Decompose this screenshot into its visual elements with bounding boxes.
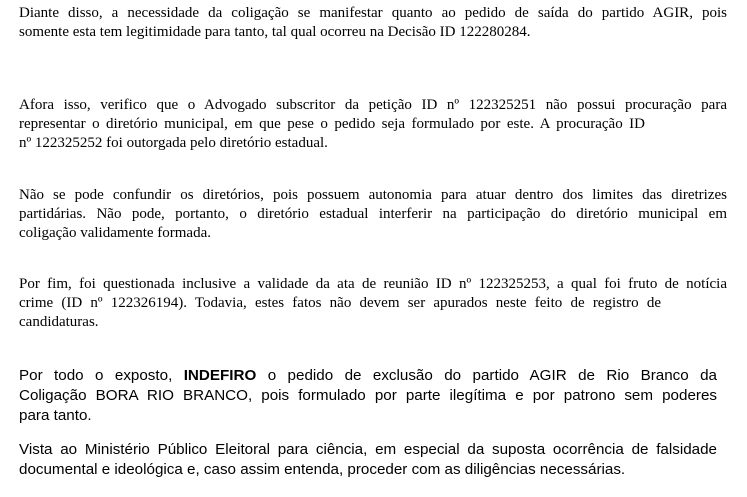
paragraph-1	[19, 4, 727, 42]
paragraph-6-line-2: documental e ideológica e, caso assim entenda, proceder com as diligências necessárias.	[19, 461, 626, 478]
paragraph-2-line-3: nº 122325252 foi outorgada pelo diretório estadual.	[19, 135, 328, 151]
paragraph-3	[19, 186, 727, 243]
paragraph-6	[19, 440, 717, 480]
paragraph-4-line-2: crime (ID nº 122326194). Todavia, estes fatos não devem ser apurados neste feito de registro de	[19, 295, 661, 311]
paragraph-3-line-2: partidárias. Não pode, portanto, o diretório estadual interferir na participação do diretório municipal em	[19, 206, 727, 222]
paragraph-2-line-2: representar o diretório municipal, em que pese o pedido seja formulado por este. A procuração ID	[19, 116, 645, 132]
paragraph-6-line-1: Vista ao Ministério Público Eleitoral para ciência, em especial da suposta ocorrência de falsidade	[19, 441, 717, 458]
paragraph-5-line-3: para tanto.	[19, 407, 92, 424]
paragraph-2	[19, 96, 727, 153]
paragraph-4-line-3: candidaturas.	[19, 314, 99, 330]
paragraph-4	[19, 275, 727, 332]
paragraph-5-line-1	[19, 366, 717, 386]
paragraph-5	[19, 366, 717, 426]
decision-keyword: INDEFIRO	[183, 367, 257, 384]
paragraph-4-line-1: Por fim, foi questionada inclusive a validade da ata de reunião ID nº 122325253, a qual foi fruto de notícia	[19, 276, 727, 292]
paragraph-5-line-1-after: o pedido de exclusão do partido AGIR de Rio Branco da	[256, 367, 718, 384]
paragraph-5-line-1-before: Por todo o exposto,	[19, 367, 184, 384]
paragraph-3-line-1: Não se pode confundir os diretórios, pois possuem autonomia para atuar dentro dos limites das diretrizes	[19, 187, 727, 203]
paragraph-2-line-1: Afora isso, verifico que o Advogado subscritor da petição ID nº 122325251 não possui procuração para	[19, 97, 727, 113]
paragraph-5-line-2: Coligação BORA RIO BRANCO, pois formulado por parte ilegítima e por patrono sem poderes	[19, 387, 717, 404]
paragraph-1-line-2: somente esta tem legitimidade para tanto, tal qual ocorreu na Decisão ID 122280284.	[19, 24, 531, 40]
paragraph-3-line-3: coligação validamente formada.	[19, 225, 211, 241]
paragraph-1-line-1: Diante disso, a necessidade da coligação se manifestar quanto ao pedido de saída do partido AGIR, pois	[19, 5, 727, 21]
